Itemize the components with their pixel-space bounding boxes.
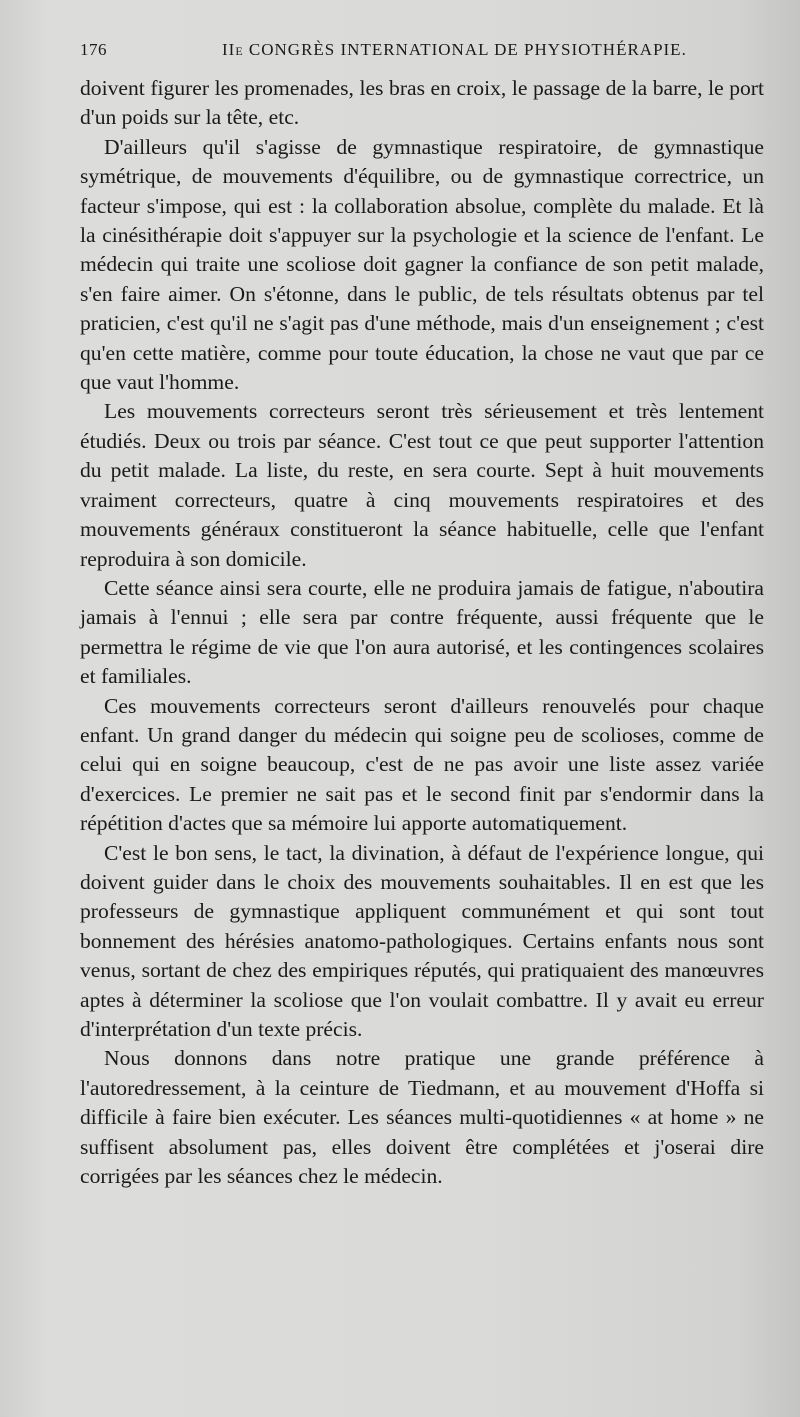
paragraph: Ces mouvements correcteurs seront d'ailleurs renouvelés pour chaque enfant. Un grand danger du médecin qui soigne peu de scolioses, comme de celui qui en soigne beaucoup, c'est de ne pas avoir une liste assez variée d'exercices. Le premier ne sait pas et le second finit par s'endormir dans la répétition d'actes que sa mémoire lui apporte automatiquement. bbox=[80, 693, 764, 836]
paragraph: Les mouvements correcteurs seront très sérieusement et très lentement étudiés. Deux ou trois par séance. C'est tout ce que peut supporter l'attention du petit malade. La liste, du reste, en sera courte. Sept à huit mouvements vraiment correcteurs, quatre à cinq mouvements respiratoires et des mouvements généraux constitueront la séance habituelle, celle que l'enfant reproduira à son domicile. bbox=[80, 399, 764, 571]
page-number: 176 bbox=[80, 40, 107, 59]
paragraph: doivent figurer les promenades, les bras en croix, le passage de la barre, le port d'un poids sur la tête, etc. bbox=[80, 76, 764, 130]
paragraph: Cette séance ainsi sera courte, elle ne produira jamais de fatigue, n'aboutira jamais à l'ennui ; elle sera par contre fréquente, aussi fréquente que le permettra le régime de vie que l'on aura autorisé, et les contingences scolaires et familiales. bbox=[80, 575, 764, 689]
running-title: IIe CONGRÈS INTERNATIONAL DE PHYSIOTHÉRAPIE. bbox=[222, 40, 687, 59]
paragraph: Nous donnons dans notre pratique une grande préférence à l'autoredressement, à la ceinture de Tiedmann, et au mouvement d'Hoffa si difficile à faire bien exécuter. Les séances multi-quotidiennes « at home » ne suffisent absolument pas, elles doivent être complétées et j'oserai dire corrigées par les séances chez le médecin. bbox=[80, 1046, 764, 1189]
body-text bbox=[80, 74, 764, 1191]
paragraph: C'est le bon sens, le tact, la divination, à défaut de l'expérience longue, qui doivent guider dans le choix des mouvements souhaitables. Il en est que les professeurs de gymnastique appliquent communément et qui sont tout bonnement des hérésies anatomo-pathologiques. Certains enfants nous sont venus, sortant de chez des empiriques réputés, qui pratiquaient des manœuvres aptes à déterminer la scoliose que l'on voulait combattre. Il y avait eu erreur d'interprétation d'un texte précis. bbox=[80, 840, 764, 1041]
paragraph: D'ailleurs qu'il s'agisse de gymnastique respiratoire, de gymnastique symétrique, de mouvements d'équilibre, ou de gymnastique correctrice, un facteur s'impose, qui est : la collaboration absolue, complète du malade. Et là la cinésithérapie doit s'appuyer sur la psychologie et la science de l'enfant. Le médecin qui traite une scoliose doit gagner la confiance de son petit malade, s'en faire aimer. On s'étonne, dans le public, de tels résultats obtenus par tel praticien, c'est qu'il ne s'agit pas d'une méthode, mais d'un enseignement ; c'est qu'en cette matière, comme pour toute éducation, la chose ne vaut que par ce que vaut l'homme. bbox=[80, 134, 764, 395]
